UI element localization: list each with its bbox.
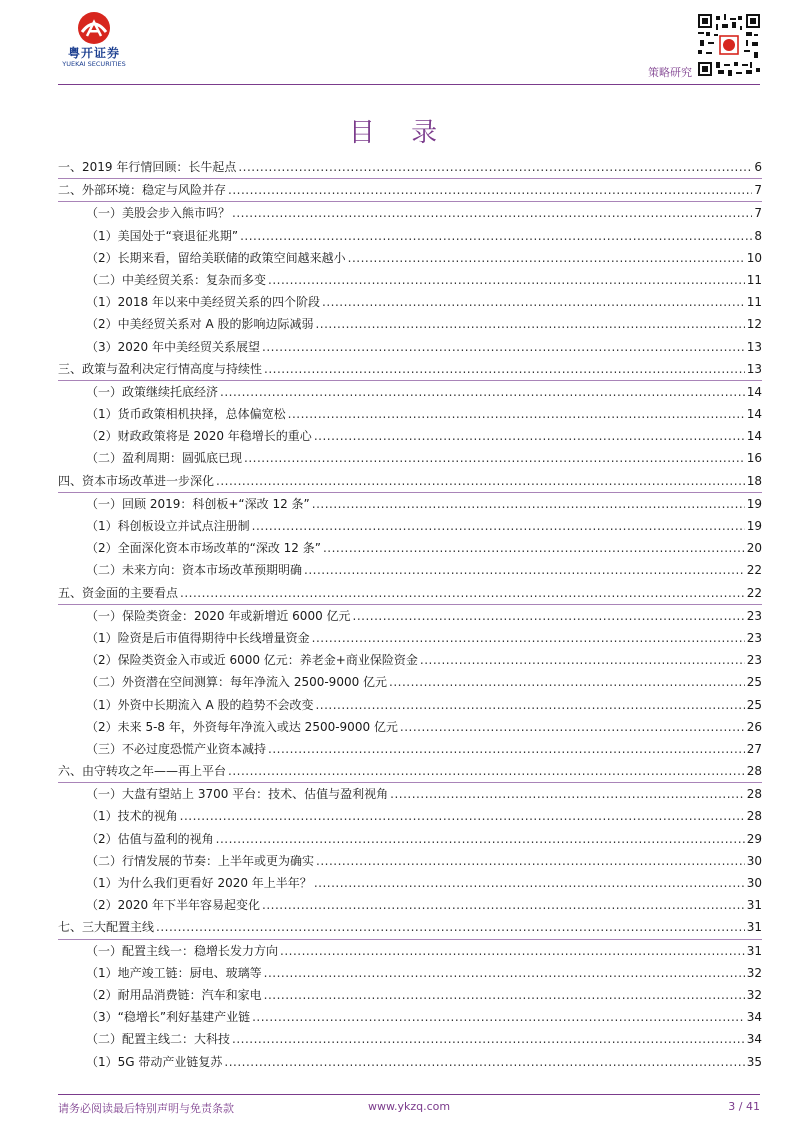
toc-entry-label: （二）配置主线二：大科技 <box>86 1032 231 1047</box>
toc-entry[interactable] <box>58 916 762 939</box>
toc-leader-dots <box>389 671 745 690</box>
toc-leader-dots <box>314 425 745 444</box>
toc-entry[interactable] <box>58 247 762 269</box>
page-header <box>0 0 800 86</box>
toc-entry-page: 28 <box>746 764 762 779</box>
toc-entry-label: （1）地产竣工链：厨电、玻璃等 <box>86 965 262 980</box>
toc-entry-label: （1）2018 年以来中美经贸关系的四个阶段 <box>86 295 320 310</box>
toc-entry-page: 19 <box>746 519 762 533</box>
toc-entry[interactable] <box>58 225 762 247</box>
toc-entry-page: 18 <box>746 473 762 488</box>
toc-leader-dots <box>280 940 745 959</box>
toc-leader-dots <box>420 649 745 668</box>
toc-entry-page: 16 <box>746 451 762 466</box>
toc-leader-dots <box>390 783 745 802</box>
toc-leader-dots <box>238 156 752 175</box>
toc-entry-page: 22 <box>746 563 762 578</box>
toc-entry-label: （2）全面深化资本市场改革的“深改 12 条” <box>86 541 321 556</box>
toc-entry[interactable] <box>58 783 762 805</box>
toc-entry[interactable] <box>58 872 762 894</box>
toc-entry-label: （2）保险类资金入市或近 6000 亿元：养老金+商业保险资金 <box>86 653 418 668</box>
toc-entry-label: 一、2019 年行情回顾：长牛起点 <box>58 160 237 174</box>
toc-entry[interactable] <box>58 940 762 962</box>
toc-entry-label: （1）为什么我们更看好 2020 年上半年？ <box>86 876 312 890</box>
toc-entry[interactable] <box>58 984 762 1006</box>
toc-entry-page: 20 <box>746 541 762 556</box>
toc-leader-dots <box>323 537 745 556</box>
toc-entry[interactable] <box>58 671 762 693</box>
toc-entry-label: （2）2020 年下半年容易起变化 <box>86 898 260 913</box>
toc-leader-dots <box>322 291 745 310</box>
toc-entry-page: 25 <box>746 697 762 712</box>
toc-entry[interactable] <box>58 894 762 916</box>
toc-entry-label: 七、三大配置主线 <box>58 920 155 935</box>
toc-entry-page: 31 <box>746 943 762 958</box>
toc-entry-page: 22 <box>746 585 762 600</box>
toc-entry[interactable] <box>58 425 762 447</box>
toc-entry-page: 29 <box>746 831 762 846</box>
toc-entry-page: 12 <box>746 317 762 332</box>
toc-leader-dots <box>312 627 745 646</box>
page-footer <box>58 1100 760 1116</box>
toc-entry-page: 11 <box>746 295 762 310</box>
toc-entry[interactable] <box>58 1051 762 1073</box>
toc-leader-dots <box>252 1006 745 1025</box>
toc-entry[interactable] <box>58 493 762 515</box>
table-of-contents <box>58 156 762 1073</box>
toc-entry-page: 23 <box>746 608 762 623</box>
toc-entry[interactable] <box>58 291 762 313</box>
toc-leader-dots <box>262 336 745 355</box>
toc-entry-page: 7 <box>754 183 762 198</box>
toc-entry-label: （1）货币政策相机抉择，总体偏宽松 <box>86 407 286 422</box>
toc-entry-page: 10 <box>746 250 762 265</box>
toc-entry-label: （一）大盘有望站上 3700 平台：技术、估值与盈利视角 <box>86 787 389 802</box>
toc-entry-page: 34 <box>746 1032 762 1047</box>
toc-entry-page: 14 <box>746 407 762 422</box>
toc-leader-dots <box>252 515 745 534</box>
toc-leader-dots <box>304 559 745 578</box>
toc-entry-page: 26 <box>746 719 762 734</box>
toc-entry[interactable] <box>58 828 762 850</box>
toc-leader-dots <box>224 1051 744 1070</box>
toc-entry-page: 13 <box>746 339 762 354</box>
toc-leader-dots <box>315 313 744 332</box>
toc-entry[interactable] <box>58 760 762 783</box>
toc-leader-dots <box>228 760 745 779</box>
toc-entry-label: （二）中美经贸关系：复杂而多变 <box>86 272 267 287</box>
toc-entry-page: 23 <box>746 630 762 645</box>
toc-entry-page: 32 <box>746 965 762 980</box>
toc-entry-label: （1）科创板设立并试点注册制 <box>86 519 250 533</box>
toc-entry-page: 28 <box>746 809 762 824</box>
toc-entry-label: （一）配置主线一：稳增长发力方向 <box>86 943 279 958</box>
toc-entry[interactable] <box>58 694 762 716</box>
website-link[interactable]: www.ykzq.com <box>368 1100 451 1113</box>
toc-entry-label: （1）美国处于“衰退征兆期” <box>86 228 239 243</box>
toc-leader-dots <box>353 605 745 624</box>
toc-entry[interactable] <box>58 962 762 984</box>
toc-leader-dots <box>268 269 745 288</box>
header-divider <box>58 84 760 85</box>
toc-leader-dots <box>232 202 752 221</box>
toc-entry-label: 六、由守转攻之年——再上平台 <box>58 764 227 779</box>
toc-entry-label: （2）财政政策将是 2020 年稳增长的重心 <box>86 429 312 444</box>
toc-entry-page: 35 <box>746 1054 762 1069</box>
toc-leader-dots <box>268 738 745 757</box>
toc-entry-page: 19 <box>746 496 762 511</box>
toc-entry[interactable] <box>58 850 762 872</box>
toc-entry-page: 6 <box>754 160 762 174</box>
toc-entry[interactable] <box>58 269 762 291</box>
toc-entry-label: 四、资本市场改革进一步深化 <box>58 473 215 488</box>
toc-leader-dots <box>264 984 745 1003</box>
toc-entry-label: 三、政策与盈利决定行情高度与持续性 <box>58 361 263 376</box>
toc-entry-label: （1）险资是后市值得期待中长线增量资金 <box>86 630 310 645</box>
toc-entry[interactable] <box>58 738 762 760</box>
toc-entry-label: （2）耐用品消费链：汽车和家电 <box>86 987 262 1002</box>
qr-area <box>690 14 760 78</box>
toc-entry[interactable] <box>58 381 762 403</box>
toc-entry[interactable] <box>58 805 762 827</box>
toc-leader-dots <box>264 962 745 981</box>
page-number: 3 / 41 <box>728 1100 760 1113</box>
toc-entry[interactable] <box>58 537 762 559</box>
toc-entry-label: （1）技术的视角 <box>86 809 178 824</box>
toc-leader-dots <box>244 447 745 466</box>
toc-entry-label: （二）行情发展的节奏：上半年或更为确实 <box>86 853 315 868</box>
toc-entry-page: 30 <box>746 853 762 868</box>
toc-entry[interactable] <box>58 515 762 537</box>
toc-entry[interactable] <box>58 202 762 224</box>
toc-entry-label: （一）保险类资金：2020 年或新增近 6000 亿元 <box>86 608 351 623</box>
toc-entry-label: （三）不必过度恐慌产业资本减持 <box>86 741 267 756</box>
toc-entry-page: 14 <box>746 384 762 399</box>
toc-leader-dots <box>216 828 745 847</box>
toc-entry-page: 8 <box>754 228 762 243</box>
toc-entry-label: （一）政策继续托底经济 <box>86 384 219 399</box>
logo-text-en: YUEKAI SECURITIES <box>62 60 126 68</box>
toc-leader-dots <box>400 716 745 735</box>
toc-entry-label: （3）2020 年中美经贸关系展望 <box>86 339 260 354</box>
toc-entry-label: （一）美股会步入熊市吗？ <box>86 206 231 221</box>
toc-leader-dots <box>288 403 745 422</box>
company-logo <box>58 10 130 72</box>
footer-divider <box>58 1094 760 1095</box>
qr-code-icon <box>698 14 760 76</box>
yuekai-logo-icon <box>74 10 114 46</box>
toc-entry-label: （3）“稳增长”利好基建产业链 <box>86 1010 251 1025</box>
toc-entry-page: 11 <box>746 272 762 287</box>
toc-entry-page: 7 <box>754 206 762 221</box>
toc-leader-dots <box>220 381 745 400</box>
report-category: 策略研究 <box>648 66 692 79</box>
toc-entry-label: （2）长期来看，留给美联储的政策空间越来越小 <box>86 250 346 265</box>
toc-entry-page: 23 <box>746 653 762 668</box>
toc-leader-dots <box>180 582 745 601</box>
toc-entry-label: 五、资金面的主要看点 <box>58 585 179 600</box>
logo-text-cn: 粤开证券 <box>67 46 120 60</box>
page-title: 目 录 <box>348 118 452 148</box>
disclaimer-link[interactable]: 请务必阅读最后特别声明与免责条款 <box>58 1102 234 1115</box>
toc-leader-dots <box>348 247 745 266</box>
toc-entry-label: （2）估值与盈利的视角 <box>86 831 214 846</box>
toc-leader-dots <box>312 493 745 512</box>
toc-leader-dots <box>232 1028 745 1047</box>
toc-leader-dots <box>316 850 745 869</box>
toc-entry-page: 31 <box>746 920 762 935</box>
toc-entry[interactable] <box>58 1028 762 1050</box>
toc-entry[interactable] <box>58 582 762 605</box>
toc-entry-page: 34 <box>746 1010 762 1025</box>
toc-entry-label: （2）中美经贸关系对 A 股的影响边际减弱 <box>86 317 314 332</box>
toc-entry-label: 二、外部环境：稳定与风险并存 <box>58 183 227 198</box>
toc-entry[interactable] <box>58 336 762 358</box>
toc-leader-dots <box>216 470 745 489</box>
toc-leader-dots <box>240 225 752 244</box>
toc-entry-label: （二）未来方向：资本市场改革预期明确 <box>86 563 303 578</box>
toc-entry[interactable] <box>58 447 762 469</box>
toc-entry-page: 28 <box>746 787 762 802</box>
toc-entry[interactable] <box>58 559 762 581</box>
toc-leader-dots <box>315 694 744 713</box>
toc-entry-page: 25 <box>746 675 762 690</box>
toc-entry[interactable] <box>58 179 762 202</box>
toc-entry-label: （2）未来 5-8 年，外资每年净流入或达 2500-9000 亿元 <box>86 719 398 734</box>
toc-entry[interactable] <box>58 1006 762 1028</box>
toc-entry[interactable] <box>58 313 762 335</box>
toc-leader-dots <box>228 179 752 198</box>
toc-entry-label: （一）回顾 2019：科创板+“深改 12 条” <box>86 496 310 511</box>
toc-leader-dots <box>314 872 745 891</box>
toc-leader-dots <box>180 805 745 824</box>
toc-entry-page: 30 <box>746 876 762 890</box>
toc-entry-label: （二）盈利周期：圆弧底已现 <box>86 451 243 466</box>
toc-entry[interactable] <box>58 358 762 381</box>
toc-entry-page: 32 <box>746 987 762 1002</box>
toc-entry-page: 27 <box>746 741 762 756</box>
toc-entry[interactable] <box>58 605 762 627</box>
toc-entry[interactable] <box>58 649 762 671</box>
toc-entry[interactable] <box>58 716 762 738</box>
toc-leader-dots <box>156 916 745 935</box>
toc-entry-label: （1）外资中长期流入 A 股的趋势不会改变 <box>86 697 314 712</box>
toc-entry[interactable] <box>58 470 762 493</box>
toc-entry[interactable] <box>58 156 762 179</box>
toc-entry-page: 13 <box>746 361 762 376</box>
toc-entry[interactable] <box>58 627 762 649</box>
toc-leader-dots <box>264 358 745 377</box>
toc-entry-page: 14 <box>746 429 762 444</box>
toc-entry[interactable] <box>58 403 762 425</box>
toc-leader-dots <box>262 894 745 913</box>
toc-entry-label: （1）5G 带动产业链复苏 <box>86 1054 223 1069</box>
toc-entry-page: 31 <box>746 898 762 913</box>
toc-entry-label: （二）外资潜在空间测算：每年净流入 2500-9000 亿元 <box>86 675 388 690</box>
